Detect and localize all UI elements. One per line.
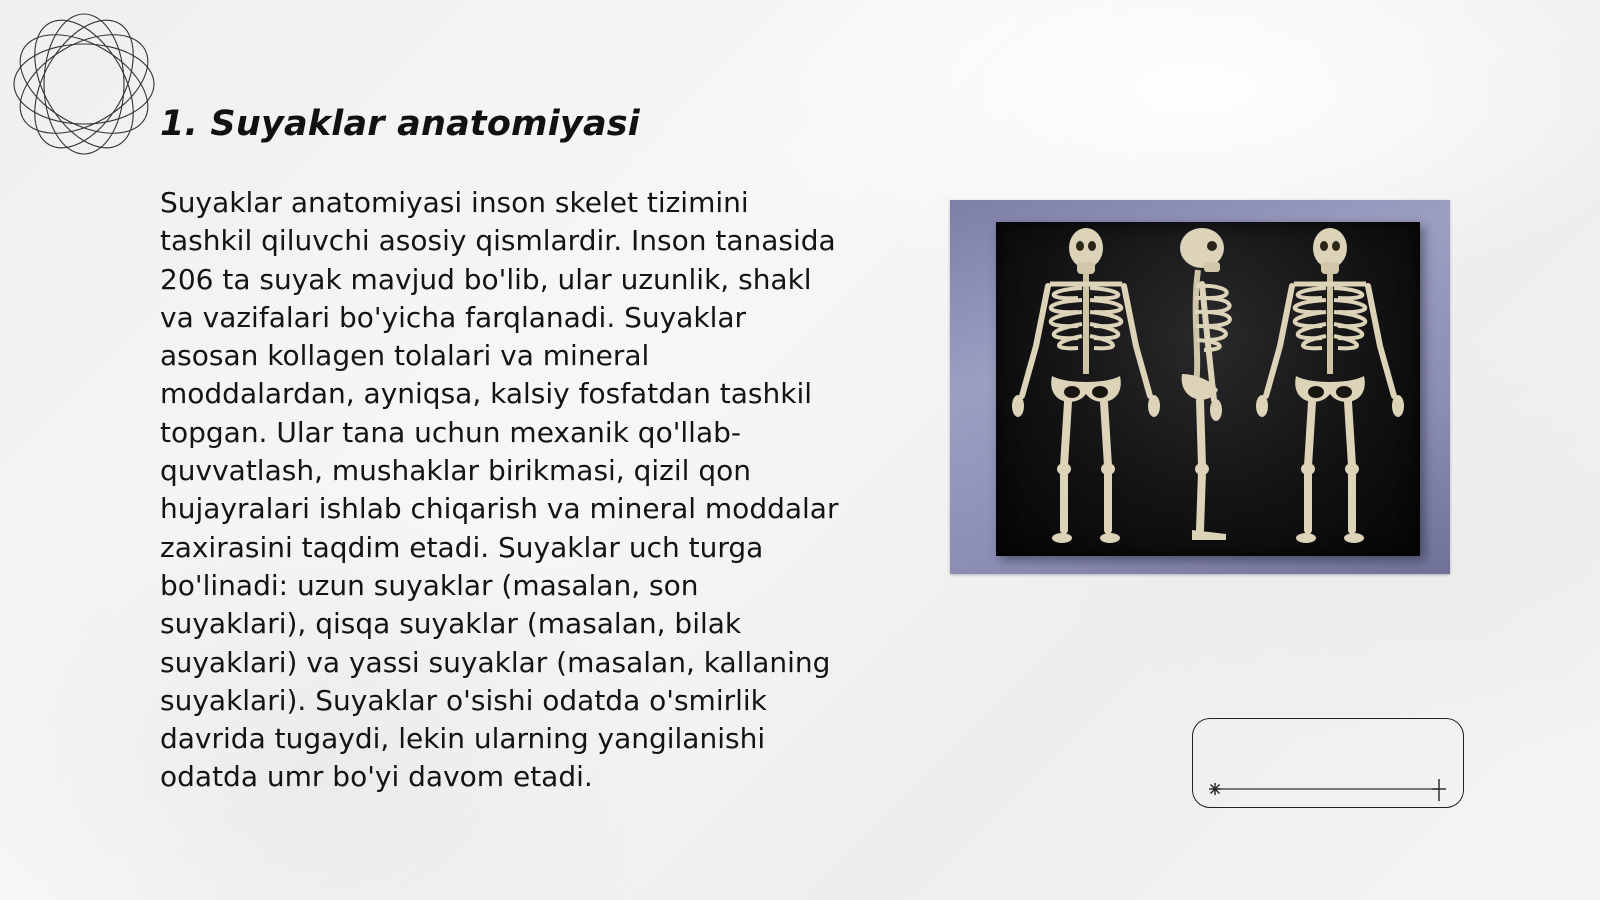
plus-star-icon [1432,779,1446,801]
skeleton-image [996,222,1420,556]
skeleton-illustration [996,222,1420,556]
skeleton-image-frame [950,200,1450,574]
circle-rosette-icon [10,10,158,158]
skeleton-front-view [1012,228,1160,543]
rosette-svg [10,10,158,158]
skeleton-side-view [1180,228,1230,540]
decorative-line [1193,719,1465,809]
skeleton-back-view [1256,228,1404,543]
decorative-box [1192,718,1464,808]
slide-title: 1. Suyaklar anatomiyasi [160,104,640,144]
slide-body-text: Suyaklar anatomiyasi inson skelet tizimini tashkil qiluvchi asosiy qismlardir. Inson tanasida 206 ta suyak mavjud bo'lib, ular uzunlik, shakl va vazifalari bo'yicha farqlanadi. Suyaklar asosan kollagen tolalari va mineral moddalardan, ayniqsa, kalsiy fosfatdan tashkil topgan. Ular tana uchun mexanik qo'llab-quvvatlash, mushaklar birikmasi, qizil qon hujayralari ishlab chiqarish va mineral moddalar zaxirasini taqdim etadi. Suyaklar uch turga bo'linadi: uzun suyaklar (masalan, son suyaklari), qisqa suyaklar (masalan, bilak suyaklari) va yassi suyaklar (masalan, kallaning suyaklari). Suyaklar o'sishi odatda o'smirlik davrida tugaydi, lekin ularning yangilanishi odatda umr bo'yi davom etadi. [160,186,839,794]
sparkle-icon [1209,783,1221,795]
